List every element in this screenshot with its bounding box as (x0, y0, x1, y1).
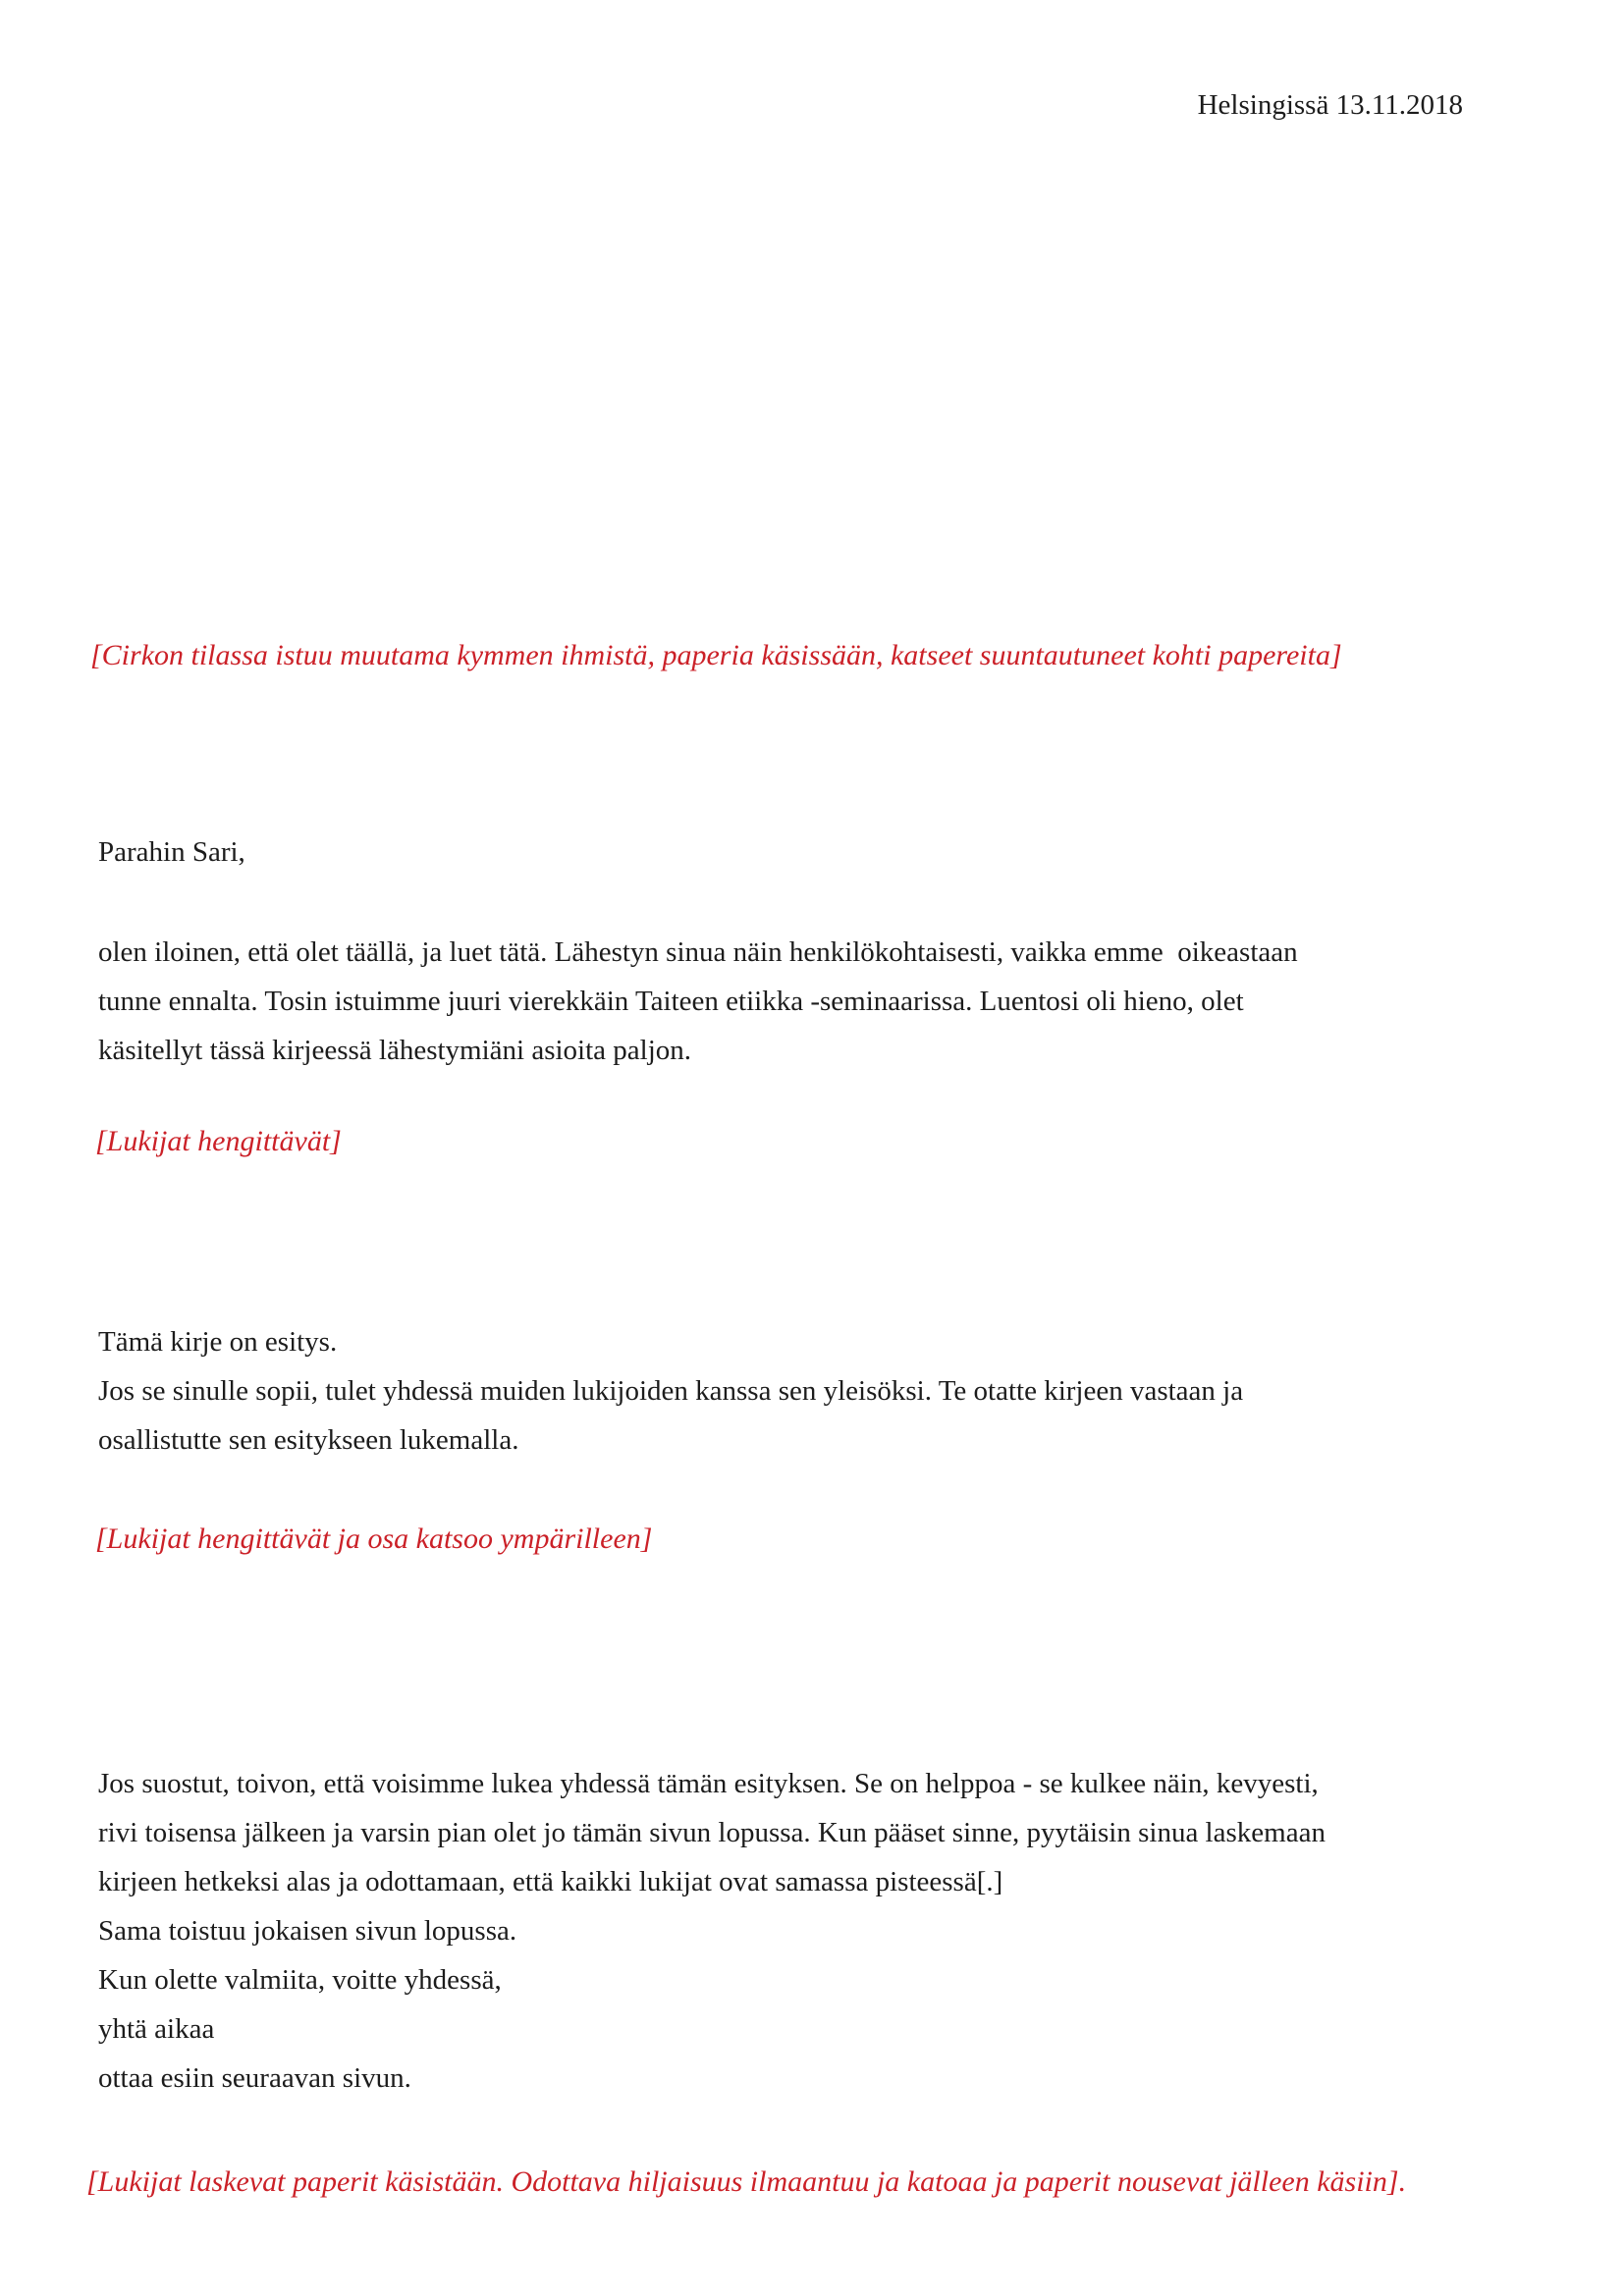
paragraph-opening (98, 928, 1545, 1075)
stage-direction-4: [Lukijat laskevat paperit käsistään. Odottava hiljaisuus ilmaantuu ja katoaa ja paperit nousevat jälleen käsiin]. (86, 2165, 1407, 2198)
paragraph-line: käsitellyt tässä kirjeessä lähestymiäni asioita paljon. (98, 1035, 692, 1066)
paragraph-performance (98, 1317, 1545, 1465)
stage-direction-3: [Lukijat hengittävät ja osa katsoo ympärilleen] (95, 1522, 653, 1555)
paragraph-line: osallistutte sen esitykseen lukemalla. (98, 1424, 519, 1456)
paragraph-line: ottaa esiin seuraavan sivun. (98, 2062, 411, 2094)
salutation: Parahin Sari, (98, 836, 245, 868)
paragraph-line: kirjeen hetkeksi alas ja odottamaan, että kaikki lukijat ovat samassa pisteessä[.] (98, 1866, 1003, 1897)
stage-direction-2: [Lukijat hengittävät] (95, 1125, 342, 1157)
paragraph-line: Jos se sinulle sopii, tulet yhdessä muiden lukijoiden kanssa sen yleisöksi. Te otatte kirjeen vastaan ja (98, 1375, 1244, 1407)
paragraph-instructions (98, 1759, 1545, 2103)
paragraph-line: Sama toistuu jokaisen sivun lopussa. (98, 1915, 517, 1947)
paragraph-line: Jos suostut, toivon, että voisimme lukea yhdessä tämän esityksen. Se on helppoa - se kulkee näin, kevyesti, (98, 1768, 1319, 1799)
paragraph-line: yhtä aikaa (98, 2013, 215, 2045)
paragraph-line: tunne ennalta. Tosin istuimme juuri vierekkäin Taiteen etiikka -seminaarissa. Luentosi oli hieno, olet (98, 986, 1244, 1017)
dateline: Helsingissä 13.11.2018 (1197, 89, 1463, 121)
stage-direction-1: [Cirkon tilassa istuu muutama kymmen ihmistä, paperia käsissään, katseet suuntautuneet kohti papereita] (90, 639, 1342, 671)
paragraph-line: olen iloinen, että olet täällä, ja luet tätä. Lähestyn sinua näin henkilökohtaisesti, vaikka emme oikeastaan (98, 936, 1298, 968)
paragraph-line: rivi toisensa jälkeen ja varsin pian olet jo tämän sivun lopussa. Kun pääset sinne, pyytäisin sinua laskemaan (98, 1817, 1326, 1848)
paragraph-line: Tämä kirje on esitys. (98, 1326, 338, 1358)
paragraph-line: Kun olette valmiita, voitte yhdessä, (98, 1964, 502, 1996)
